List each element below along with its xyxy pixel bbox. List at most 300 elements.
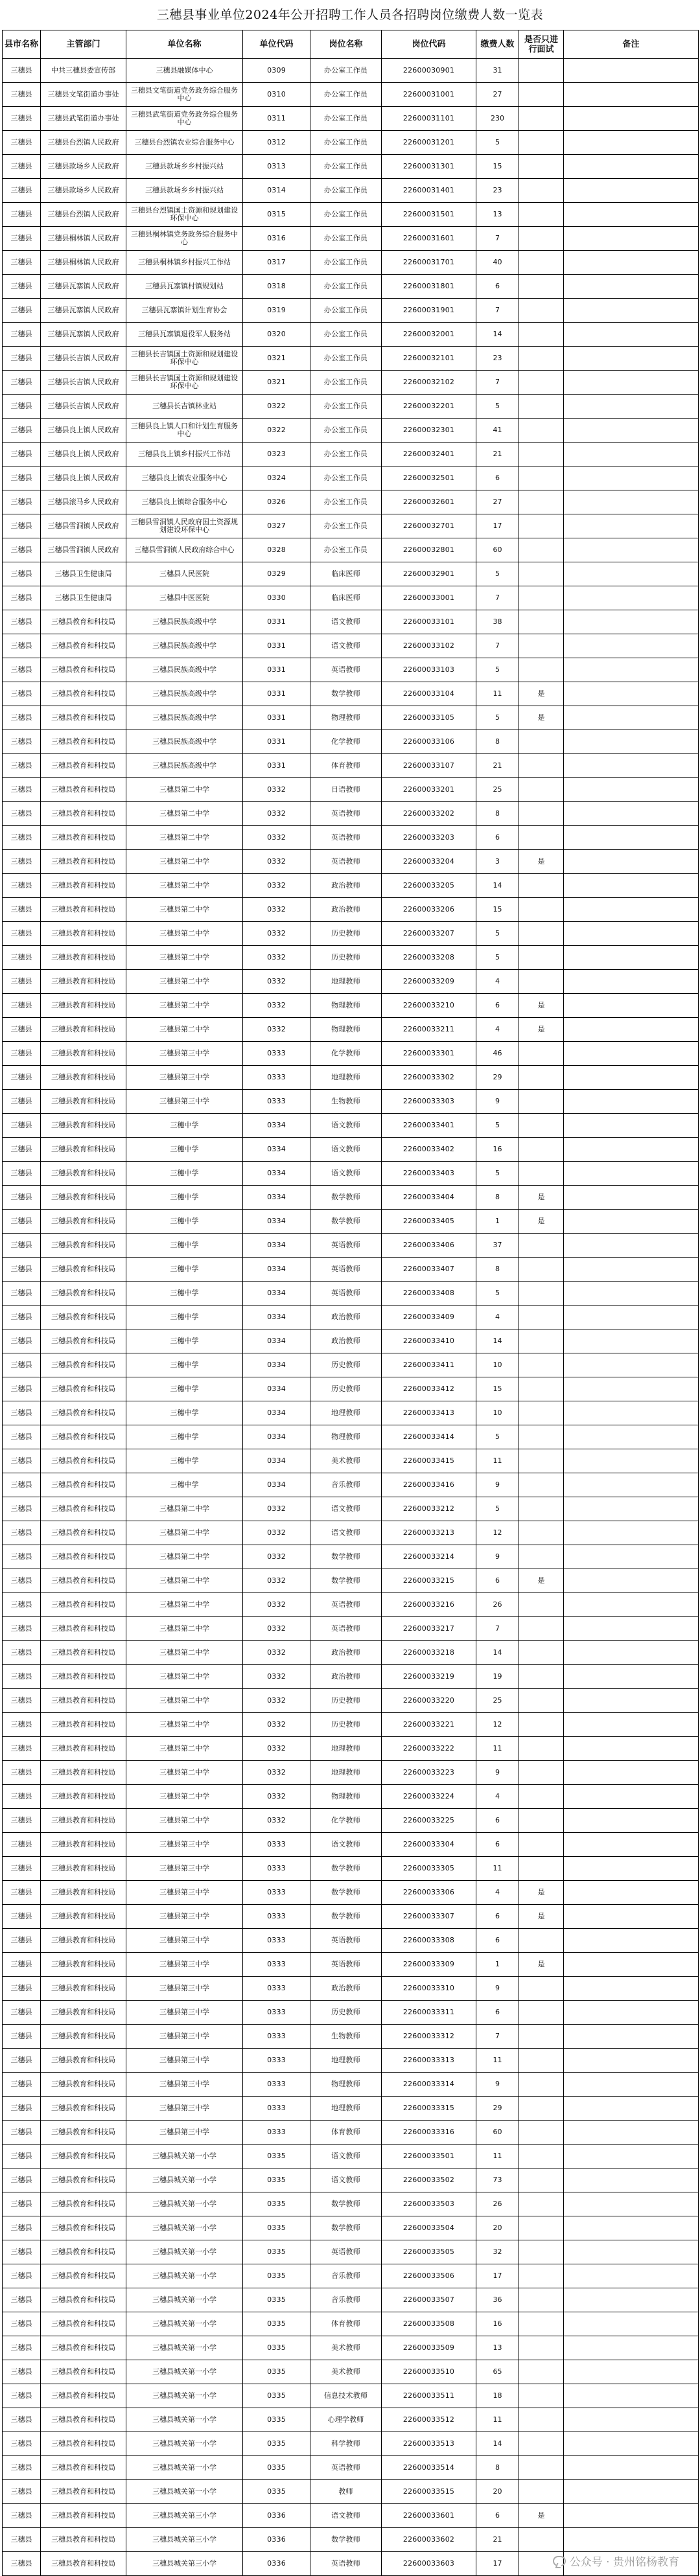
position-name-cell: 语文教师 — [310, 1833, 382, 1857]
department-cell: 三穗县教育和科技局 — [41, 922, 126, 946]
unit-code-cell: 0333 — [243, 1066, 310, 1090]
position-code-cell: 22600033312 — [382, 2025, 476, 2049]
table-row — [3, 419, 699, 443]
table-row — [3, 107, 699, 131]
position-code-cell: 22600033104 — [382, 682, 476, 706]
table-row — [3, 994, 699, 1018]
interview-only-cell: 是 — [519, 1953, 564, 1977]
department-cell: 三穗县教育和科技局 — [41, 1138, 126, 1162]
position-code-cell: 22600033212 — [382, 1497, 476, 1521]
unit-name-cell: 三穗县城关第一小学 — [126, 2480, 243, 2504]
unit-code-cell: 0331 — [243, 658, 310, 682]
county-cell: 三穗县 — [3, 1042, 41, 1066]
position-name-cell: 语文教师 — [310, 1162, 382, 1186]
position-name-cell: 物理教师 — [310, 1785, 382, 1809]
county-cell: 三穗县 — [3, 1066, 41, 1090]
interview-only-cell — [519, 83, 564, 107]
county-cell: 三穗县 — [3, 251, 41, 275]
interview-only-cell: 是 — [519, 850, 564, 874]
county-cell: 三穗县 — [3, 1569, 41, 1593]
remarks-cell — [564, 2216, 699, 2240]
unit-code-cell: 0329 — [243, 562, 310, 586]
interview-only-cell — [519, 2073, 564, 2097]
table-row — [3, 946, 699, 970]
unit-code-cell: 0332 — [243, 874, 310, 898]
unit-code-cell: 0332 — [243, 922, 310, 946]
county-cell: 三穗县 — [3, 2121, 41, 2145]
unit-code-cell: 0335 — [243, 2456, 310, 2480]
table-row — [3, 2097, 699, 2121]
remarks-cell — [564, 251, 699, 275]
department-cell: 三穗县雪洞镇人民政府 — [41, 538, 126, 562]
table-row — [3, 826, 699, 850]
position-code-cell: 22600032901 — [382, 562, 476, 586]
department-cell: 三穗县教育和科技局 — [41, 1977, 126, 2001]
department-cell: 三穗县卫生健康局 — [41, 562, 126, 586]
position-code-cell: 22600033220 — [382, 1689, 476, 1713]
position-name-cell: 英语教师 — [310, 1593, 382, 1617]
unit-name-cell: 三穗县第二中学 — [126, 970, 243, 994]
unit-code-cell: 0335 — [243, 2408, 310, 2432]
unit-name-cell: 三穗县瓦寨镇退役军人服务站 — [126, 323, 243, 347]
payment-count-cell: 14 — [476, 874, 519, 898]
unit-code-cell: 0333 — [243, 1833, 310, 1857]
interview-only-cell: 是 — [519, 706, 564, 730]
interview-only-cell — [519, 2168, 564, 2192]
unit-name-cell: 三穗中学 — [126, 1449, 243, 1473]
department-cell: 三穗县教育和科技局 — [41, 1665, 126, 1689]
unit-code-cell: 0328 — [243, 538, 310, 562]
payment-count-cell: 12 — [476, 1713, 519, 1737]
department-cell: 三穗县教育和科技局 — [41, 1809, 126, 1833]
table-row — [3, 802, 699, 826]
position-code-cell: 22600031201 — [382, 131, 476, 155]
table-row — [3, 586, 699, 610]
table-row — [3, 251, 699, 275]
payment-count-cell: 12 — [476, 1521, 519, 1545]
remarks-cell — [564, 874, 699, 898]
unit-name-cell: 三穗中学 — [126, 1282, 243, 1305]
position-name-cell: 物理教师 — [310, 1018, 382, 1042]
interview-only-cell — [519, 1977, 564, 2001]
county-cell: 三穗县 — [3, 2552, 41, 2576]
department-cell: 三穗县瓦寨镇人民政府 — [41, 299, 126, 323]
county-cell: 三穗县 — [3, 802, 41, 826]
unit-code-cell: 0333 — [243, 1929, 310, 1953]
unit-name-cell: 三穗中学 — [126, 1329, 243, 1353]
department-cell: 三穗县良上镇人民政府 — [41, 443, 126, 466]
unit-code-cell: 0315 — [243, 203, 310, 227]
department-cell: 三穗县长吉镇人民政府 — [41, 395, 126, 419]
interview-only-cell — [519, 2121, 564, 2145]
unit-code-cell: 0336 — [243, 2552, 310, 2576]
position-name-cell: 体育教师 — [310, 2312, 382, 2336]
remarks-cell — [564, 2432, 699, 2456]
county-cell: 三穗县 — [3, 443, 41, 466]
payment-count-cell: 7 — [476, 1617, 519, 1641]
unit-name-cell: 三穗县城关第三小学 — [126, 2528, 243, 2552]
interview-only-cell: 是 — [519, 2504, 564, 2528]
department-cell: 三穗县教育和科技局 — [41, 1066, 126, 1090]
position-name-cell: 信息技术教师 — [310, 2384, 382, 2408]
remarks-cell — [564, 2360, 699, 2384]
table-row — [3, 2336, 699, 2360]
payment-count-cell: 8 — [476, 2456, 519, 2480]
county-cell: 三穗县 — [3, 1114, 41, 1138]
table-row — [3, 1425, 699, 1449]
unit-code-cell: 0334 — [243, 1353, 310, 1377]
interview-only-cell: 是 — [519, 1905, 564, 1929]
table-row — [3, 371, 699, 395]
unit-name-cell: 三穗县城关第一小学 — [126, 2408, 243, 2432]
table-row — [3, 2288, 699, 2312]
interview-only-cell — [519, 1857, 564, 1881]
position-code-cell: 22600031901 — [382, 299, 476, 323]
position-code-cell: 22600033304 — [382, 1833, 476, 1857]
unit-name-cell: 三穗县第二中学 — [126, 898, 243, 922]
unit-name-cell: 三穗县第二中学 — [126, 1569, 243, 1593]
unit-code-cell: 0332 — [243, 850, 310, 874]
remarks-cell — [564, 1953, 699, 1977]
department-cell: 三穗县教育和科技局 — [41, 1210, 126, 1234]
payment-count-cell: 21 — [476, 2528, 519, 2552]
table-row — [3, 131, 699, 155]
remarks-cell — [564, 179, 699, 203]
remarks-cell — [564, 2240, 699, 2264]
unit-name-cell: 三穗县桐林镇党务政务综合服务中心 — [126, 227, 243, 251]
department-cell: 三穗县教育和科技局 — [41, 1329, 126, 1353]
position-code-cell: 22600033409 — [382, 1305, 476, 1329]
payment-count-cell: 7 — [476, 371, 519, 395]
remarks-cell — [564, 1545, 699, 1569]
table-row — [3, 2216, 699, 2240]
department-cell: 三穗县教育和科技局 — [41, 898, 126, 922]
department-cell: 三穗县教育和科技局 — [41, 1234, 126, 1258]
unit-name-cell: 三穗县第二中学 — [126, 1641, 243, 1665]
county-cell: 三穗县 — [3, 1282, 41, 1305]
position-name-cell: 政治教师 — [310, 1977, 382, 2001]
department-cell: 三穗县教育和科技局 — [41, 1953, 126, 1977]
wechat-icon — [553, 2556, 566, 2566]
payment-count-cell: 15 — [476, 155, 519, 179]
position-code-cell: 22600033509 — [382, 2336, 476, 2360]
table-row — [3, 275, 699, 299]
department-cell: 三穗县教育和科技局 — [41, 2025, 126, 2049]
position-name-cell: 办公室工作员 — [310, 514, 382, 538]
remarks-cell — [564, 946, 699, 970]
county-cell: 三穗县 — [3, 538, 41, 562]
payment-count-cell: 6 — [476, 1833, 519, 1857]
county-cell: 三穗县 — [3, 1210, 41, 1234]
position-code-cell: 22600033218 — [382, 1641, 476, 1665]
unit-code-cell: 0310 — [243, 83, 310, 107]
county-cell: 三穗县 — [3, 2264, 41, 2288]
position-name-cell: 数学教师 — [310, 1569, 382, 1593]
department-cell: 三穗县教育和科技局 — [41, 634, 126, 658]
position-code-cell: 22600033204 — [382, 850, 476, 874]
unit-code-cell: 0332 — [243, 1689, 310, 1713]
department-cell: 三穗县教育和科技局 — [41, 2240, 126, 2264]
payment-count-cell: 4 — [476, 1305, 519, 1329]
remarks-cell — [564, 2312, 699, 2336]
table-row — [3, 395, 699, 419]
position-name-cell: 办公室工作员 — [310, 203, 382, 227]
position-name-cell: 历史教师 — [310, 922, 382, 946]
payment-count-cell: 5 — [476, 562, 519, 586]
position-code-cell: 22600033107 — [382, 754, 476, 778]
department-cell: 三穗县良上镇人民政府 — [41, 466, 126, 490]
payment-count-cell: 5 — [476, 1114, 519, 1138]
interview-only-cell — [519, 2288, 564, 2312]
interview-only-cell — [519, 2264, 564, 2288]
position-name-cell: 历史教师 — [310, 2001, 382, 2025]
interview-only-cell — [519, 1761, 564, 1785]
county-cell: 三穗县 — [3, 2001, 41, 2025]
unit-code-cell: 0326 — [243, 490, 310, 514]
department-cell: 三穗县教育和科技局 — [41, 2073, 126, 2097]
payment-count-cell: 29 — [476, 1066, 519, 1090]
position-code-cell: 22600033406 — [382, 1234, 476, 1258]
remarks-cell — [564, 1258, 699, 1282]
unit-name-cell: 三穗县第二中学 — [126, 994, 243, 1018]
position-name-cell: 地理教师 — [310, 1066, 382, 1090]
department-cell: 三穗县教育和科技局 — [41, 826, 126, 850]
unit-code-cell: 0332 — [243, 1569, 310, 1593]
position-name-cell: 地理教师 — [310, 2097, 382, 2121]
table-row — [3, 1641, 699, 1665]
payment-count-cell: 7 — [476, 586, 519, 610]
remarks-cell — [564, 1641, 699, 1665]
interview-only-cell — [519, 1114, 564, 1138]
county-cell: 三穗县 — [3, 2168, 41, 2192]
county-cell: 三穗县 — [3, 2480, 41, 2504]
department-cell: 三穗县教育和科技局 — [41, 2192, 126, 2216]
county-cell: 三穗县 — [3, 1425, 41, 1449]
table-row — [3, 1090, 699, 1114]
position-code-cell: 22600033514 — [382, 2456, 476, 2480]
interview-only-cell — [519, 203, 564, 227]
remarks-cell — [564, 1977, 699, 2001]
unit-name-cell: 三穗县文笔街道党务政务综合服务中心 — [126, 83, 243, 107]
unit-code-cell: 0335 — [243, 2288, 310, 2312]
unit-code-cell: 0333 — [243, 2121, 310, 2145]
payment-count-cell: 6 — [476, 2001, 519, 2025]
table-row — [3, 1713, 699, 1737]
table-row — [3, 2121, 699, 2145]
department-cell: 三穗县教育和科技局 — [41, 1761, 126, 1785]
position-code-cell: 22600031001 — [382, 83, 476, 107]
interview-only-cell — [519, 466, 564, 490]
interview-only-cell — [519, 1377, 564, 1401]
position-code-cell: 22600033205 — [382, 874, 476, 898]
county-cell: 三穗县 — [3, 634, 41, 658]
unit-name-cell: 三穗县长吉镇林业站 — [126, 395, 243, 419]
position-code-cell: 22600033506 — [382, 2264, 476, 2288]
remarks-cell — [564, 1138, 699, 1162]
unit-name-cell: 三穗县人民医院 — [126, 562, 243, 586]
remarks-cell — [564, 658, 699, 682]
interview-only-cell — [519, 347, 564, 371]
unit-code-cell: 0333 — [243, 1953, 310, 1977]
position-code-cell: 22600033222 — [382, 1737, 476, 1761]
table-row — [3, 1881, 699, 1905]
table-row — [3, 490, 699, 514]
table-row — [3, 2168, 699, 2192]
payment-count-cell: 73 — [476, 2168, 519, 2192]
remarks-cell — [564, 1617, 699, 1641]
department-cell: 三穗县雪洞镇人民政府 — [41, 514, 126, 538]
remarks-cell — [564, 1521, 699, 1545]
unit-name-cell: 三穗县第二中学 — [126, 1665, 243, 1689]
unit-code-cell: 0333 — [243, 2001, 310, 2025]
position-code-cell: 22600033415 — [382, 1449, 476, 1473]
unit-code-cell: 0335 — [243, 2240, 310, 2264]
table-row — [3, 1138, 699, 1162]
department-cell: 三穗县教育和科技局 — [41, 658, 126, 682]
county-cell: 三穗县 — [3, 1377, 41, 1401]
payment-count-cell: 60 — [476, 2121, 519, 2145]
unit-name-cell: 三穗县城关第一小学 — [126, 2336, 243, 2360]
unit-name-cell: 三穗县款场乡乡村振兴站 — [126, 179, 243, 203]
unit-name-cell: 三穗县第三中学 — [126, 1066, 243, 1090]
position-name-cell: 办公室工作员 — [310, 131, 382, 155]
unit-name-cell: 三穗县第二中学 — [126, 1497, 243, 1521]
unit-code-cell: 0336 — [243, 2504, 310, 2528]
payment-count-cell: 65 — [476, 2360, 519, 2384]
remarks-cell — [564, 730, 699, 754]
header-position-name: 岗位名称 — [310, 30, 382, 59]
table-row — [3, 1210, 699, 1234]
table-row — [3, 514, 699, 538]
position-code-cell: 22600033313 — [382, 2049, 476, 2073]
position-code-cell: 22600031801 — [382, 275, 476, 299]
table-row — [3, 155, 699, 179]
position-code-cell: 22600033408 — [382, 1282, 476, 1305]
department-cell: 三穗县教育和科技局 — [41, 1473, 126, 1497]
county-cell: 三穗县 — [3, 946, 41, 970]
unit-name-cell: 三穗县第三中学 — [126, 1042, 243, 1066]
unit-code-cell: 0334 — [243, 1282, 310, 1305]
unit-code-cell: 0333 — [243, 1857, 310, 1881]
unit-code-cell: 0336 — [243, 2528, 310, 2552]
position-name-cell: 办公室工作员 — [310, 490, 382, 514]
interview-only-cell — [519, 251, 564, 275]
table-row — [3, 1186, 699, 1210]
remarks-cell — [564, 347, 699, 371]
header-row — [3, 30, 699, 59]
unit-code-cell: 0309 — [243, 59, 310, 83]
unit-code-cell: 0332 — [243, 1617, 310, 1641]
unit-name-cell: 三穗县民族高级中学 — [126, 730, 243, 754]
table-row — [3, 874, 699, 898]
payment-count-cell: 16 — [476, 1138, 519, 1162]
remarks-cell — [564, 1042, 699, 1066]
unit-name-cell: 三穗县城关第一小学 — [126, 2192, 243, 2216]
interview-only-cell — [519, 610, 564, 634]
unit-code-cell: 0332 — [243, 1809, 310, 1833]
position-code-cell: 22600033603 — [382, 2552, 476, 2576]
remarks-cell — [564, 395, 699, 419]
payment-count-cell: 11 — [476, 1737, 519, 1761]
unit-name-cell: 三穗县城关第一小学 — [126, 2312, 243, 2336]
unit-code-cell: 0316 — [243, 227, 310, 251]
county-cell: 三穗县 — [3, 1090, 41, 1114]
table-row — [3, 2360, 699, 2384]
payment-count-cell: 7 — [476, 227, 519, 251]
unit-code-cell: 0318 — [243, 275, 310, 299]
department-cell: 三穗县教育和科技局 — [41, 1521, 126, 1545]
unit-code-cell: 0317 — [243, 251, 310, 275]
payment-count-cell: 4 — [476, 970, 519, 994]
remarks-cell — [564, 1449, 699, 1473]
table-row — [3, 1066, 699, 1090]
unit-code-cell: 0332 — [243, 1785, 310, 1809]
department-cell: 三穗县教育和科技局 — [41, 1881, 126, 1905]
header-unit-code: 单位代码 — [243, 30, 310, 59]
table-row — [3, 1569, 699, 1593]
county-cell: 三穗县 — [3, 2049, 41, 2073]
county-cell: 三穗县 — [3, 1689, 41, 1713]
table-row — [3, 1473, 699, 1497]
position-code-cell: 22600033224 — [382, 1785, 476, 1809]
unit-name-cell: 三穗县第三中学 — [126, 2121, 243, 2145]
position-code-cell: 22600033502 — [382, 2168, 476, 2192]
unit-code-cell: 0324 — [243, 466, 310, 490]
remarks-cell — [564, 1329, 699, 1353]
position-code-cell: 22600031501 — [382, 203, 476, 227]
position-name-cell: 数学教师 — [310, 682, 382, 706]
unit-name-cell: 三穗县民族高级中学 — [126, 610, 243, 634]
county-cell: 三穗县 — [3, 371, 41, 395]
payment-count-cell: 14 — [476, 1641, 519, 1665]
unit-name-cell: 三穗县良上镇人口和计划生育服务中心 — [126, 419, 243, 443]
remarks-cell — [564, 2168, 699, 2192]
table-row — [3, 1282, 699, 1305]
position-code-cell: 22600033601 — [382, 2504, 476, 2528]
header-payment-count: 缴费人数 — [476, 30, 519, 59]
table-row — [3, 347, 699, 371]
table-row — [3, 754, 699, 778]
position-name-cell: 地理教师 — [310, 970, 382, 994]
unit-code-cell: 0331 — [243, 730, 310, 754]
county-cell: 三穗县 — [3, 586, 41, 610]
unit-code-cell: 0335 — [243, 2168, 310, 2192]
department-cell: 三穗县教育和科技局 — [41, 1425, 126, 1449]
payment-count-cell: 16 — [476, 2312, 519, 2336]
interview-only-cell — [519, 730, 564, 754]
unit-name-cell: 三穗县良上镇综合服务中心 — [126, 490, 243, 514]
county-cell: 三穗县 — [3, 1905, 41, 1929]
payment-count-cell: 9 — [476, 2073, 519, 2097]
unit-name-cell: 三穗县第二中学 — [126, 1593, 243, 1617]
position-code-cell: 22600033202 — [382, 802, 476, 826]
position-name-cell: 教师 — [310, 2480, 382, 2504]
interview-only-cell — [519, 490, 564, 514]
position-name-cell: 政治教师 — [310, 1329, 382, 1353]
position-name-cell: 历史教师 — [310, 1713, 382, 1737]
unit-name-cell: 三穗县第三中学 — [126, 1929, 243, 1953]
county-cell: 三穗县 — [3, 323, 41, 347]
table-row — [3, 922, 699, 946]
unit-name-cell: 三穗县城关第一小学 — [126, 2168, 243, 2192]
department-cell: 三穗县教育和科技局 — [41, 2408, 126, 2432]
interview-only-cell — [519, 371, 564, 395]
table-row — [3, 1977, 699, 2001]
interview-only-cell — [519, 2025, 564, 2049]
remarks-cell — [564, 754, 699, 778]
unit-code-cell: 0331 — [243, 706, 310, 730]
unit-name-cell: 三穗中学 — [126, 1473, 243, 1497]
